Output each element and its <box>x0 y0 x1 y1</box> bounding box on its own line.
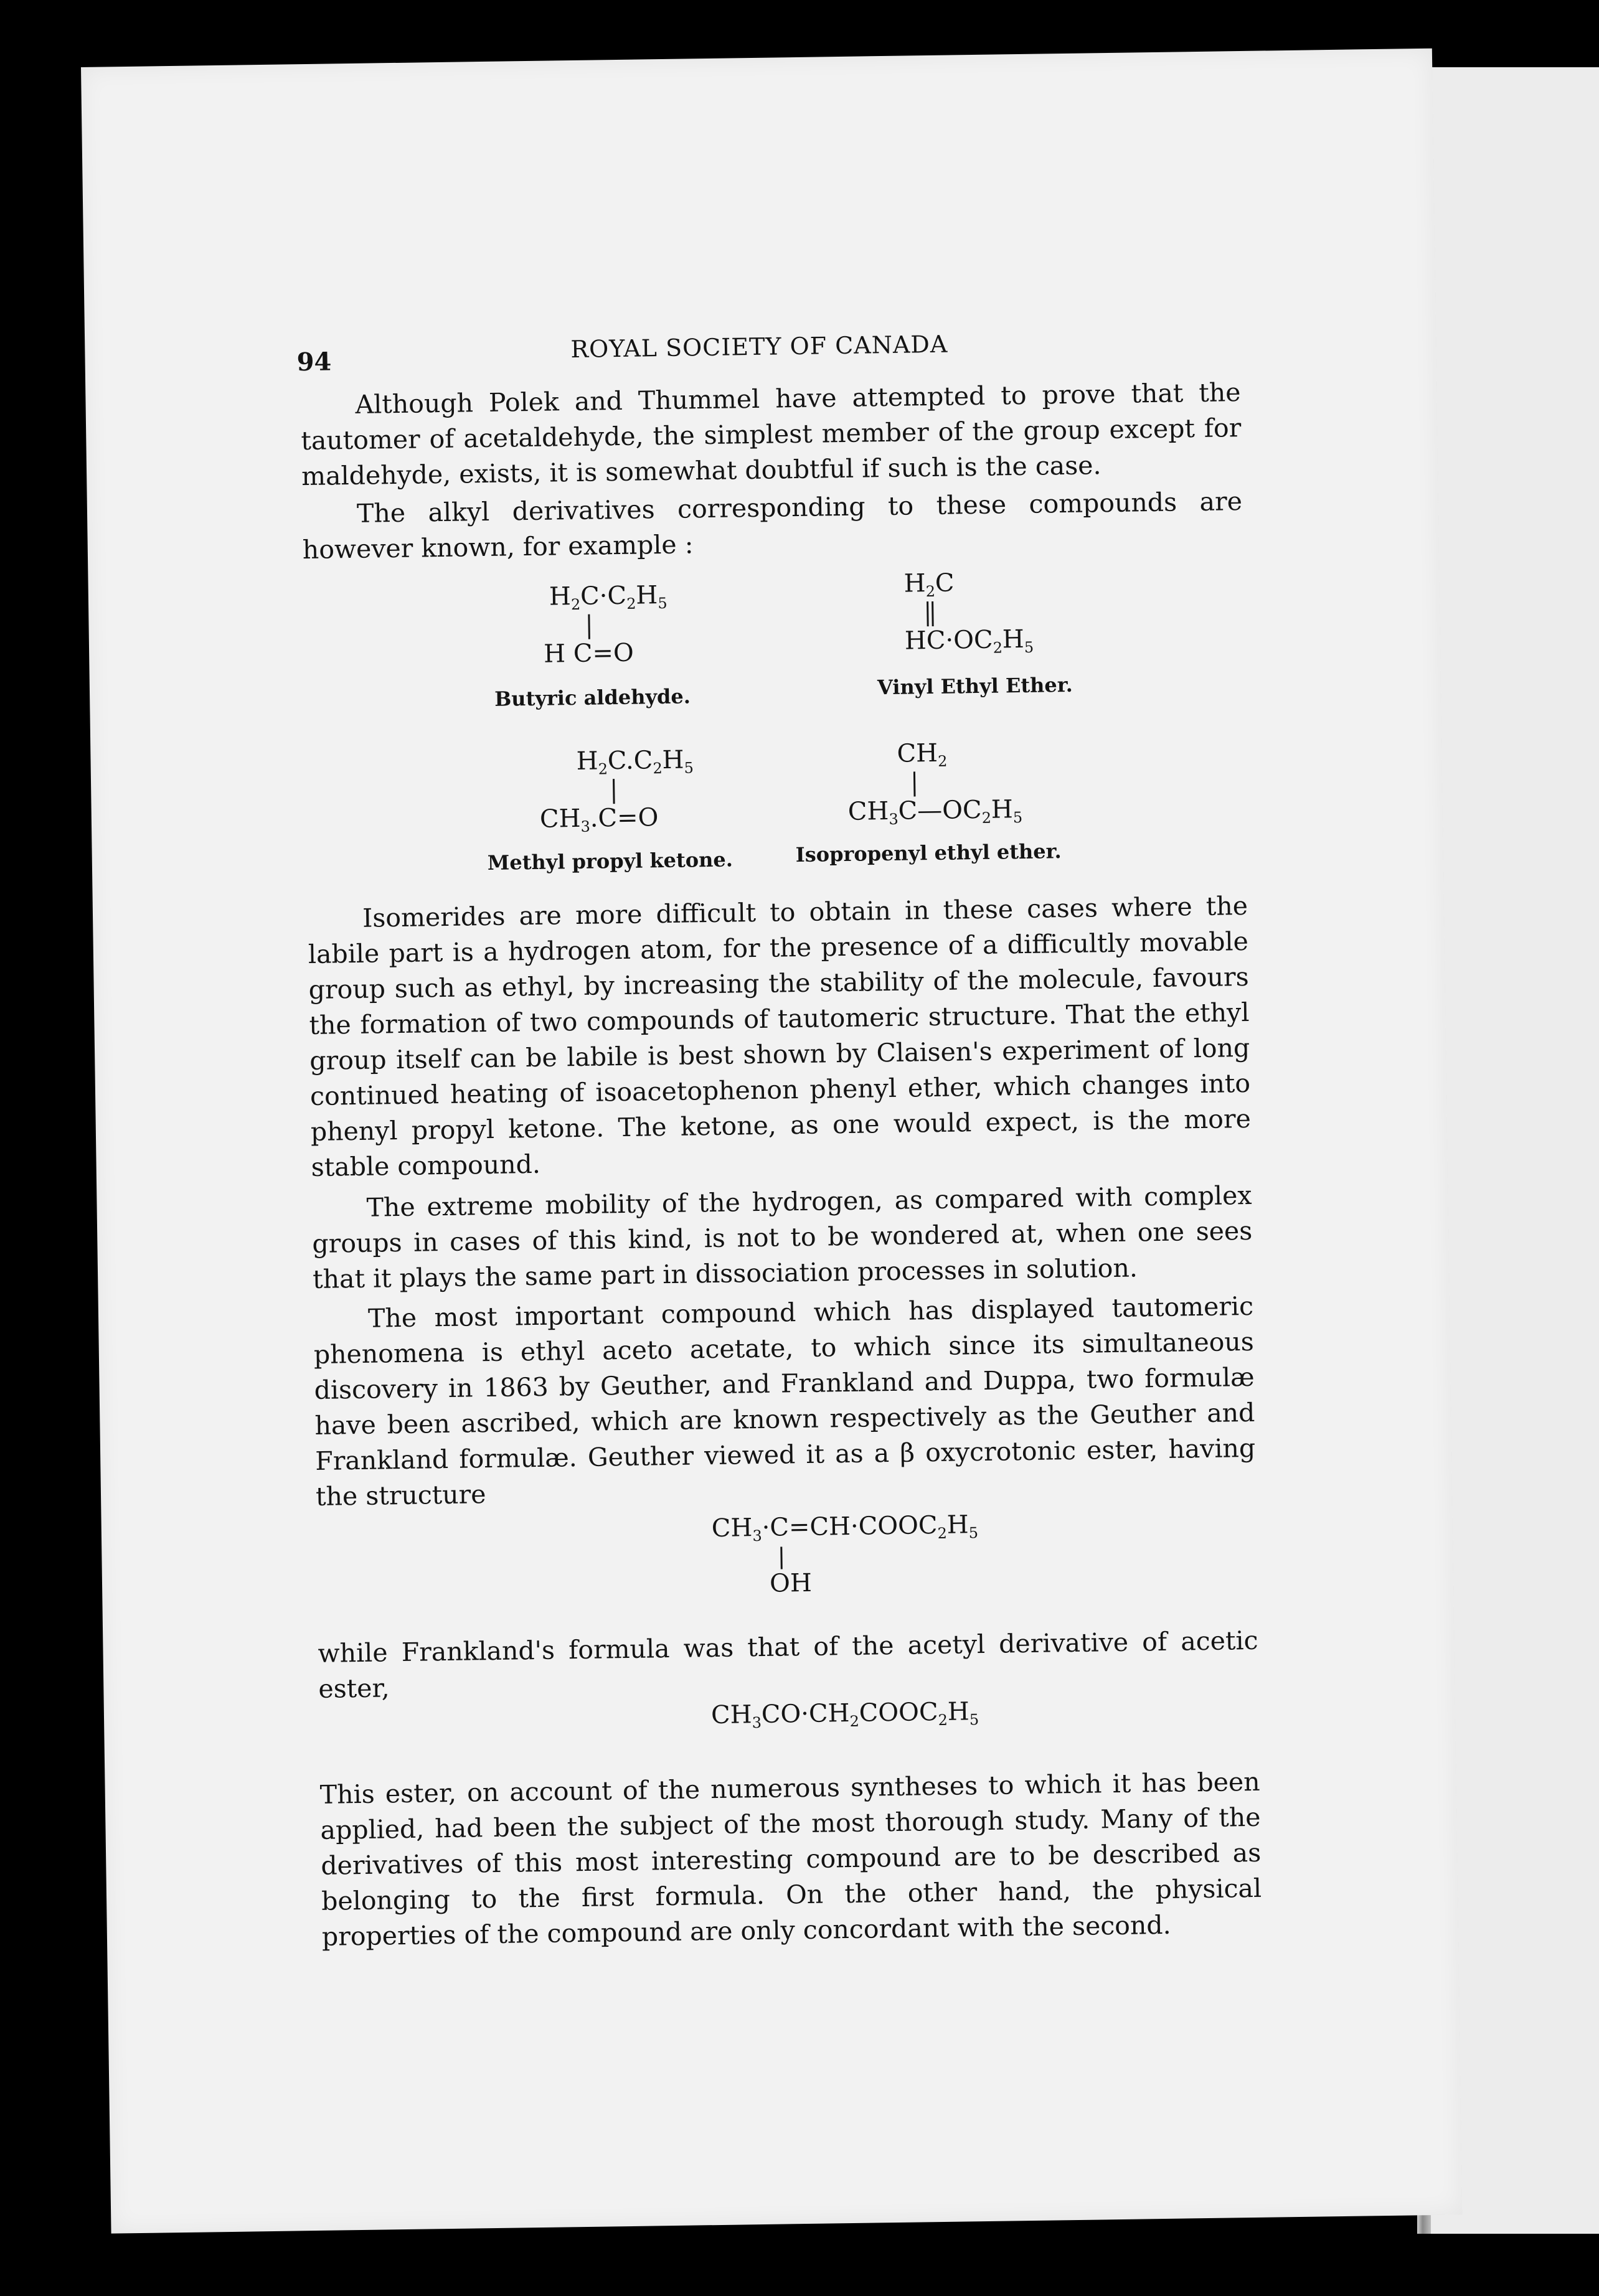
paragraph-4: The extreme mobility of the hydrogen, as compared with complex groups in cases of this kind, is not to be wondered at, when one sees that it plays the same part in dissociation processes in solution. <box>312 1180 1253 1294</box>
paragraph-3: Isomerides are more difficult to obtain in these cases where the labile part is a hydrogen atom, for the presence of a difficultly movable group such as ethyl, by increasing the stability of the molecule, favours the formation of two compounds of tautomeric structure. That the ethyl group itself can be labile is best shown by Claisen's experiment of long continued heating of isoacetophenon phenyl ether, which changes into phenyl propyl ketone. The ketone, as one would expect, is the more stable compound. <box>308 890 1252 1183</box>
paragraph-2: The alkyl derivatives corresponding to these compounds are however known, for example : <box>302 486 1243 565</box>
caption-isopropenyl-ethyl-ether: Isopropenyl ethyl ether. <box>795 839 1062 867</box>
running-title: ROYAL SOCIETY OF CANADA <box>570 330 948 364</box>
document-page: 94 ROYAL SOCIETY OF CANADA Although Polek and Thummel have attempted to prove that the tautomer of acetaldehyde, the simplest member of the group except for maldehyde, exists, it is somewhat doubtful if such is the case. The alkyl derivatives corresponding to these compounds are however known, for example : $H_2C\cdot C_2H_5$ H C=O Butyric aldehyde. $H_2C$ $HC\cdot OC_2H_5$ Vinyl Ethyl Ether. $H_2C.C_2H_5$ $CH_3.C=O$ Methyl propyl ketone. $CH_2$ $CH_3C—OC_2H_5$ Isopropenyl ethyl ether. Isomerides are more difficult to obtain in these cases where the labile part is a hydrogen atom, for the presence of a difficultly movable group such as ethyl, by increasing the stability of the molecule, favours the formation of two compounds of tautomeric structure. That the ethyl group itself can be labile is best shown by Claisen's experiment of long continued heating of isoacetophenon phenyl ether, which changes into phenyl propyl ketone. The ketone, as one would expect, is the more stable compound. The extreme mobility of the hydrogen, as compared with complex groups in cases of this kind, is not to be wondered at, when one sees that it plays the same part in dissociation processes in solution. The most important compound which has displayed tautomeric phenomena is ethyl aceto acetate, to which since its simultaneous discovery in 1863 by Geuther, and Frankland and Duppa, two formulæ have been ascribed, which are known respectively as the Geuther and Frankland formulæ. Geuther viewed it as a β oxycrotonic ester, having the structure $CH_3\cdot C=CH\cdot COOC_2H_5$ OH while Frankland's formula was that of the acetyl derivative of acetic ester, $CH_3CO\cdot CH_2COOC_2H_5$ This ester, on account of the numerous syntheses to which it has been applied, had been the subject of the most thorough study. Many of the derivatives of this most interesting compound are to be described as belonging to the first formula. On the other hand, the physical properties of the compound are only concordant with the second. <box>81 49 1462 2234</box>
caption-vinyl-ethyl-ether: Vinyl Ethyl Ether. <box>877 672 1073 700</box>
page-number: 94 <box>296 347 332 377</box>
paragraph-1: Although Polek and Thummel have attempted to prove that the tautomer of acetaldehyde, the simplest member of the group except for maldehyde, exists, it is somewhat doubtful if such is the case. <box>301 377 1242 492</box>
formula-frankland: $CH_3CO\cdot CH_2COOC_2H_5$ <box>710 1697 979 1732</box>
paragraph-5: The most important compound which has displayed tautomeric phenomena is ethyl aceto acetate, to which since its simultaneous discovery in 1863 by Geuther, and Frankland and Duppa, two formulæ have been ascribed, which are known respectively as the Geuther and Frankland formulæ. Geuther viewed it as a β oxycrotonic ester, having the structure <box>313 1291 1256 1512</box>
caption-methyl-propyl-ketone: Methyl propyl ketone. <box>487 847 733 875</box>
paragraph-6: while Frankland's formula was that of the acetyl derivative of acetic ester, <box>318 1625 1258 1704</box>
caption-butyric-aldehyde: Butyric aldehyde. <box>494 684 691 711</box>
paragraph-7: This ester, on account of the numerous syntheses to which it has been applied, had been the subject of the most thorough study. Many of the derivatives of this most interesting compound are to be described as belonging to the first formula. On the other hand, the physical properties of the compound are only concordant with the second. <box>319 1766 1262 1952</box>
